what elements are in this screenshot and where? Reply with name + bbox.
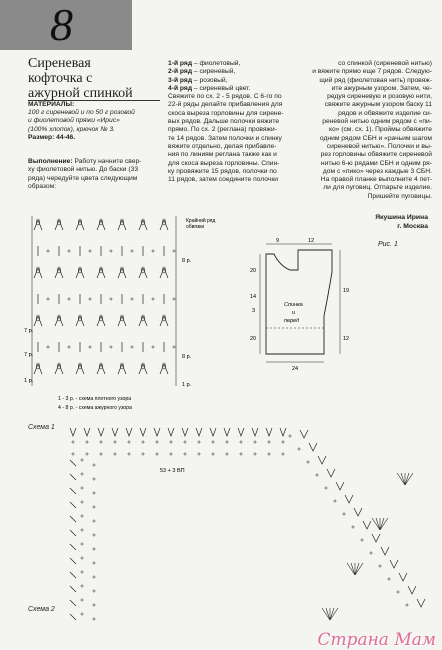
slant-stitch-symbol [70,502,76,508]
slant-stitch-symbol [70,488,76,494]
chain-symbol [334,500,336,502]
fan-stitch-symbol [376,518,380,530]
body-line: ку провяжите 15 рядов, полочки по [168,167,277,175]
scheme-2-label: Схема 2 [28,606,55,613]
execution-line: образом: [28,182,57,190]
chain-symbol [352,526,354,528]
chain-symbol [81,515,83,517]
chain-symbol [89,346,91,348]
v-stitch-symbol [168,428,174,436]
chain-symbol [93,604,95,606]
row-color: – розовый, [193,76,228,84]
row-mark: 8 р. [182,258,192,264]
scheme-1-legend: 4 - 8 р. - схема ажурного узора [58,405,132,411]
slant-stitch-symbol [70,558,76,564]
body-line: рядов и обвяжите изделие си- [338,109,432,117]
v-stitch-symbol [210,428,216,436]
row-label: 4-й ряд [168,84,193,92]
chain-symbol [93,618,95,620]
fan-stitch-symbol [401,473,405,485]
chain-symbol [114,453,116,455]
body-line: щий ряд (фиолетовая нить) провяж- [319,76,432,84]
body-line: рез горловины обвяжите сиреневой [320,151,432,159]
chain-symbol [81,571,83,573]
chain-symbol [93,492,95,494]
dim-label: 19 [343,288,350,294]
slant-stitch-symbol [70,460,76,466]
chain-symbol [379,565,381,567]
fan-stitch-symbol [380,518,388,530]
chain-symbol [282,441,284,443]
chain-symbol [114,441,116,443]
materials-block [28,100,160,142]
slant-stitch-symbol [70,600,76,606]
v-stitch-symbol [327,469,335,477]
v-stitch-symbol [196,428,202,436]
chain-symbol [81,487,83,489]
row-label: 1-й ряд [168,60,193,67]
body-line: 11 рядов, затем соедините полочки [168,176,278,184]
v-stitch-symbol [417,599,425,607]
chain-symbol [307,461,309,463]
body-line: и вяжите прямо еще 7 рядов. Следую- [312,68,432,76]
chain-symbol [156,453,158,455]
v-stitch-symbol [266,428,272,436]
dim-label: 9 [276,238,280,244]
chain-symbol [254,441,256,443]
v-stitch-symbol [300,430,308,438]
body-line: прямо. По сх. 2 (реглана) провяжи- [168,126,277,134]
execution-line: Работу начните свер- [74,158,142,165]
chain-symbol [198,453,200,455]
dim-label: 20 [250,336,257,342]
chain-symbol [131,250,133,252]
v-stitch-symbol [408,586,416,594]
chain-symbol [397,591,399,593]
body-line: дом с «пико» через каждые 3 СБН. [322,167,432,175]
chain-symbol [47,298,49,300]
v-stitch-symbol [154,428,160,436]
fan-stitch-symbol [372,518,380,530]
chain-symbol [93,534,95,536]
v-stitch-symbol [252,428,258,436]
fan-stitch-symbol [405,473,409,485]
chain-symbol [93,464,95,466]
chain-symbol [142,453,144,455]
edge-row-label: Крайний ряд [186,218,216,224]
chain-symbol [268,441,270,443]
chain-symbol [152,298,154,300]
author-block [300,213,428,231]
body-line: для скоса выреза горловины. Спин- [168,159,280,167]
chain-symbol [110,250,112,252]
row-mark: 7 р. [24,352,34,358]
materials-line: и фиолетовой пряжи «Ирис» [28,117,120,125]
execution-heading: Выполнение: [28,158,73,165]
v-stitch-symbol [98,428,104,436]
v-stitch-symbol [318,456,326,464]
chain-symbol [81,585,83,587]
chain-symbol [198,441,200,443]
chain-symbol [110,346,112,348]
v-stitch-symbol [336,482,344,490]
chain-symbol [289,435,291,437]
chain-symbol [131,346,133,348]
fan-stitch-symbol [326,608,330,620]
fan-stitch-symbol [380,518,384,530]
v-stitch-symbol [126,428,132,436]
chain-symbol [68,298,70,300]
title-line: Сиреневая [28,56,91,71]
execution-line: ряда) чередуйте цвета следующим [28,174,138,182]
scheme-1-stitches [34,219,175,374]
pattern-label: Рис. 1 [378,241,398,248]
chain-symbol [86,453,88,455]
scheme-1-legend: 1 - 3 р. - схема плотного узора [58,396,132,402]
chain-symbol [268,453,270,455]
slant-stitch-symbol [70,544,76,550]
v-stitch-symbol [140,428,146,436]
v-stitch-symbol [381,547,389,555]
chain-symbol [100,441,102,443]
body-line: свяжите ажурным узором баску 11 [324,101,432,109]
chain-symbol [152,346,154,348]
chain-symbol [184,453,186,455]
chain-symbol [173,346,175,348]
article-title [28,56,163,101]
chain-symbol [406,604,408,606]
scheme-2-diagram [60,420,440,645]
chain-symbol [81,543,83,545]
scheme-1-diagram [24,210,216,415]
v-stitch-symbol [345,495,353,503]
chain-symbol [325,487,327,489]
body-line: ите ажурным узором. Затем, че- [331,84,432,92]
body-line: Свяжите по сх. 2 - 5 рядов. С 6-го по [168,93,282,101]
chain-symbol [81,613,83,615]
chain-symbol [93,576,95,578]
chain-symbol [240,453,242,455]
row-label: 2-й ряд [168,68,193,76]
chain-symbol [128,453,130,455]
body-line: 22-й ряды делайте прибавления для [168,101,283,109]
dim-label: 3 [252,308,256,314]
body-line: ния по линиям реглана также как и [168,151,277,159]
author-name: Якушина Ирина [375,214,428,221]
v-stitch-symbol [280,428,286,436]
chain-symbol [152,250,154,252]
execution-block [28,158,161,191]
row-mark: 1 р. [182,382,192,388]
chain-symbol [81,557,83,559]
chain-symbol [170,441,172,443]
pattern-inner-label: перед [284,318,300,324]
chain-symbol [388,578,390,580]
pattern-drawing [246,236,356,376]
body-line: Пришейте пуговицы. [367,192,432,200]
chain-symbol [72,441,74,443]
slant-stitch-symbol [70,586,76,592]
chain-symbol [81,599,83,601]
chain-symbol [47,346,49,348]
slant-stitch-symbol [70,530,76,536]
chain-symbol [226,453,228,455]
chain-symbol [170,453,172,455]
body-line: одним рядом СБН и «рачьим шагом [319,134,432,142]
chain-symbol [240,441,242,443]
materials-line: (100% хлопок), крючок № 3. [28,125,116,133]
execution-line: ху фиолетовой нитью. До баски (33 [28,166,139,174]
chain-symbol [81,473,83,475]
v-stitch-symbol [112,428,118,436]
chain-symbol [173,298,175,300]
chain-symbol [81,529,83,531]
chain-symbol [343,513,345,515]
chain-symbol [316,474,318,476]
chain-symbol [131,298,133,300]
pattern-inner-label: и [292,310,296,316]
body-line: На правой планке выполните 4 пет- [320,176,432,184]
chain-symbol [72,453,74,455]
v-stitch-symbol [372,534,380,542]
chain-count-label: 53 + 3 ВП [160,468,185,474]
body-line: скоса выреза горловины для сирене- [168,109,284,117]
chain-symbol [370,552,372,554]
v-stitch-symbol [84,428,90,436]
fan-stitch-symbol [330,608,334,620]
title-line: кофточка с [28,71,93,86]
materials-heading: МАТЕРИАЛЫ: [28,101,75,108]
chain-symbol [226,441,228,443]
row-color: – сиреневый, [193,68,236,76]
chain-symbol [142,441,144,443]
chain-symbol [93,590,95,592]
dim-label: 24 [292,366,299,372]
body-line: нитью 6-ю рядами СБН и одним ря- [320,159,432,167]
v-stitch-symbol [354,508,362,516]
v-stitch-symbol [182,428,188,436]
v-stitch-symbol [238,428,244,436]
body-line: ко» (см. сх. 1). Проймы обвяжите [328,126,432,134]
slant-stitch-symbol [70,516,76,522]
chain-symbol [212,441,214,443]
chain-symbol [93,478,95,480]
dim-label: 12 [343,336,350,342]
chain-symbol [298,448,300,450]
fan-stitch-symbol [405,473,413,485]
scheme-1-label: Схема 1 [28,424,55,431]
materials-line: 100 г сиреневой и по 50 г розовой [28,109,135,117]
chain-symbol [89,298,91,300]
dim-label: 14 [250,294,257,300]
body-line: со спинкой (сиреневой нитью) [338,60,432,67]
row-mark: 8 р. [182,354,192,360]
body-line: вых рядов. Дальше полочки вяжите [168,118,280,126]
pattern-inner-label: Спинка [284,302,303,308]
chain-symbol [68,250,70,252]
fan-stitch-symbol [347,563,355,575]
dim-label: 12 [308,238,315,244]
body-line: ли для пуговиц. Отпарьте изделие. [323,184,432,192]
body-line: сиреневой нитью». Полочки и вы- [326,142,432,150]
row-color: – фиолетовый, [193,60,241,67]
v-stitch-symbol [363,521,371,529]
v-stitch-symbol [309,443,317,451]
body-line: реневой нитью одним рядом с «пи- [322,118,432,126]
fan-stitch-symbol [330,608,338,620]
chain-symbol [212,453,214,455]
fan-stitch-symbol [355,563,363,575]
instructions-column-2 [168,60,298,184]
row-mark: 1 р. [24,378,34,384]
slant-stitch-symbol [70,572,76,578]
chain-symbol [81,501,83,503]
chain-symbol [254,453,256,455]
title-line: ажурной спинкой [28,86,133,101]
slant-stitch-symbol [70,614,76,620]
chain-symbol [173,250,175,252]
chain-symbol [47,250,49,252]
chain-symbol [100,453,102,455]
v-stitch-symbol [399,573,407,581]
author-city: г. Москва [397,223,428,230]
fan-stitch-symbol [355,563,359,575]
body-line: вяжите отдельно, делая прибавле- [168,142,277,150]
body-line: редуя сиреневую и розовую нити, [327,93,432,101]
row-label: 3-й ряд [168,76,193,84]
slant-stitch-symbol [70,474,76,480]
fan-stitch-symbol [351,563,355,575]
fan-stitch-symbol [322,608,330,620]
v-stitch-symbol [390,560,398,568]
chain-symbol [68,346,70,348]
chain-symbol [282,453,284,455]
chain-symbol [128,441,130,443]
chain-symbol [93,520,95,522]
chain-symbol [93,548,95,550]
body-line: те 14 рядов. Затем полочки и спинку [168,134,282,142]
chain-symbol [156,441,158,443]
chain-symbol [89,250,91,252]
chain-symbol [361,539,363,541]
size-line: Размер: 44-46. [28,133,76,141]
instructions-column-3 [302,60,432,201]
v-stitch-symbol [70,428,76,436]
v-stitch-symbol [224,428,230,436]
row-mark: 7 р. [24,328,34,334]
chain-symbol [93,562,95,564]
edge-row-label: обвязки [186,224,205,230]
chain-symbol [110,298,112,300]
fan-stitch-symbol [397,473,405,485]
chain-symbol [81,459,83,461]
scheme-2-stitches [70,428,425,620]
dim-label: 20 [250,268,257,274]
chain-symbol [184,441,186,443]
page-number: 8 [50,0,73,50]
chain-symbol [93,506,95,508]
site-watermark: Страна Мам [317,630,436,650]
row-color: – сиреневый цвет. [193,84,251,92]
chain-symbol [86,441,88,443]
